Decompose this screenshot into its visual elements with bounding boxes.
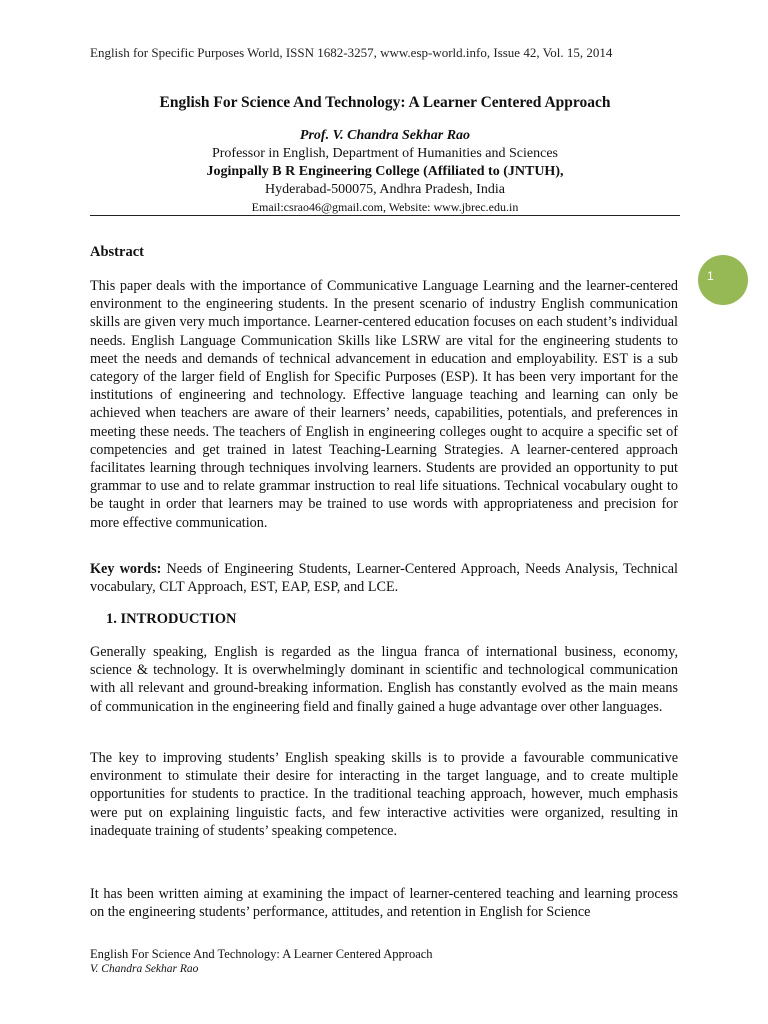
abstract-text: This paper deals with the importance of Communicative Language Learning and the learner-centered environment to the engineering students. In the present scenario of industry English communication skills are given very much importance. Learner-centered education focuses on each student’s individual needs. English Language Communication Skills like LSRW are vital for the engineering students to meet the needs and demands of technical advancement in education and employability. EST is a sub category of the larger field of English for Specific Purposes (ESP). It has been very important for the institutions of engineering and technology. Effective language teaching and learning can only be achieved when teachers are aware of their learners’ needs, capabilities, potentials, and preferences in meeting these needs. The teachers of English in engineering colleges ought to acquire a specific set of competencies and get trained in latest Teaching-Learning Strategies. A learner-centered approach facilitates learning through techniques involving learners. Students are provided an opportunity to put grammar to use and to relate grammar instruction to real life situations. Technical vocabulary ought to be taught in order that learners may be trained to use words with appropriateness and precision for more effective communication. xyxy=(90,278,678,531)
footer-author: V. Chandra Sekhar Rao xyxy=(90,963,199,975)
paper-title: English For Science And Technology: A Learner Centered Approach xyxy=(159,94,611,111)
abstract-heading: Abstract xyxy=(90,244,144,260)
running-header: English for Specific Purposes World, ISSN 1682-3257, www.esp-world.info, Issue 42, Vol. 15, 2014 xyxy=(90,45,613,60)
author-contact: Email:csrao46@gmail.com, Website: www.jbrec.edu.in xyxy=(251,200,519,214)
page-footer xyxy=(90,947,433,977)
intro-paragraph-2: The key to improving students’ English speaking skills is to provide a favourable communicative environment to stimulate their desire for interacting in the target language, and to create multiple opportunities for students to practice. In the traditional teaching approach, however, much emphasis were put on explaining linguistic facts, and few interactive activities were organized, resulting in inadequate training of students’ speaking competence. xyxy=(90,750,678,839)
intro-paragraph-3: It has been written aiming at examining the impact of learner-centered teaching and learning process on the engineering students’ performance, attitudes, and retention in English for Science xyxy=(90,886,678,921)
keywords-text: Needs of Engineering Students, Learner-Centered Approach, Needs Analysis, Technical vocabulary, CLT Approach, EST, EAP, ESP, and LCE. xyxy=(90,561,678,596)
author-address: Hyderabad-500075, Andhra Pradesh, India xyxy=(265,182,505,197)
author-block xyxy=(90,127,680,215)
author-position: Professor in English, Department of Humanities and Sciences xyxy=(211,146,559,161)
footer-title: English For Science And Technology: A Learner Centered Approach xyxy=(90,947,433,961)
author-college: Joginpally B R Engineering College (Affiliated to (JNTUH), xyxy=(206,164,564,179)
author-name: Prof. V. Chandra Sekhar Rao xyxy=(299,128,471,143)
page-number-badge xyxy=(698,255,748,305)
keywords xyxy=(90,560,678,596)
header-divider xyxy=(90,215,680,216)
introduction-heading: 1. INTRODUCTION xyxy=(106,611,237,627)
keywords-label: Key words: xyxy=(90,561,162,577)
intro-paragraph-1: Generally speaking, English is regarded as the lingua franca of international business, economy, science & technology. It is overwhelmingly dominant in scientific and technological communication with all relevant and ground-breaking information. English has constantly evolved as the main means of communication in the engineering field and finally gained a huge advantage over other languages. xyxy=(90,644,678,715)
page-number: 1 xyxy=(707,269,714,283)
